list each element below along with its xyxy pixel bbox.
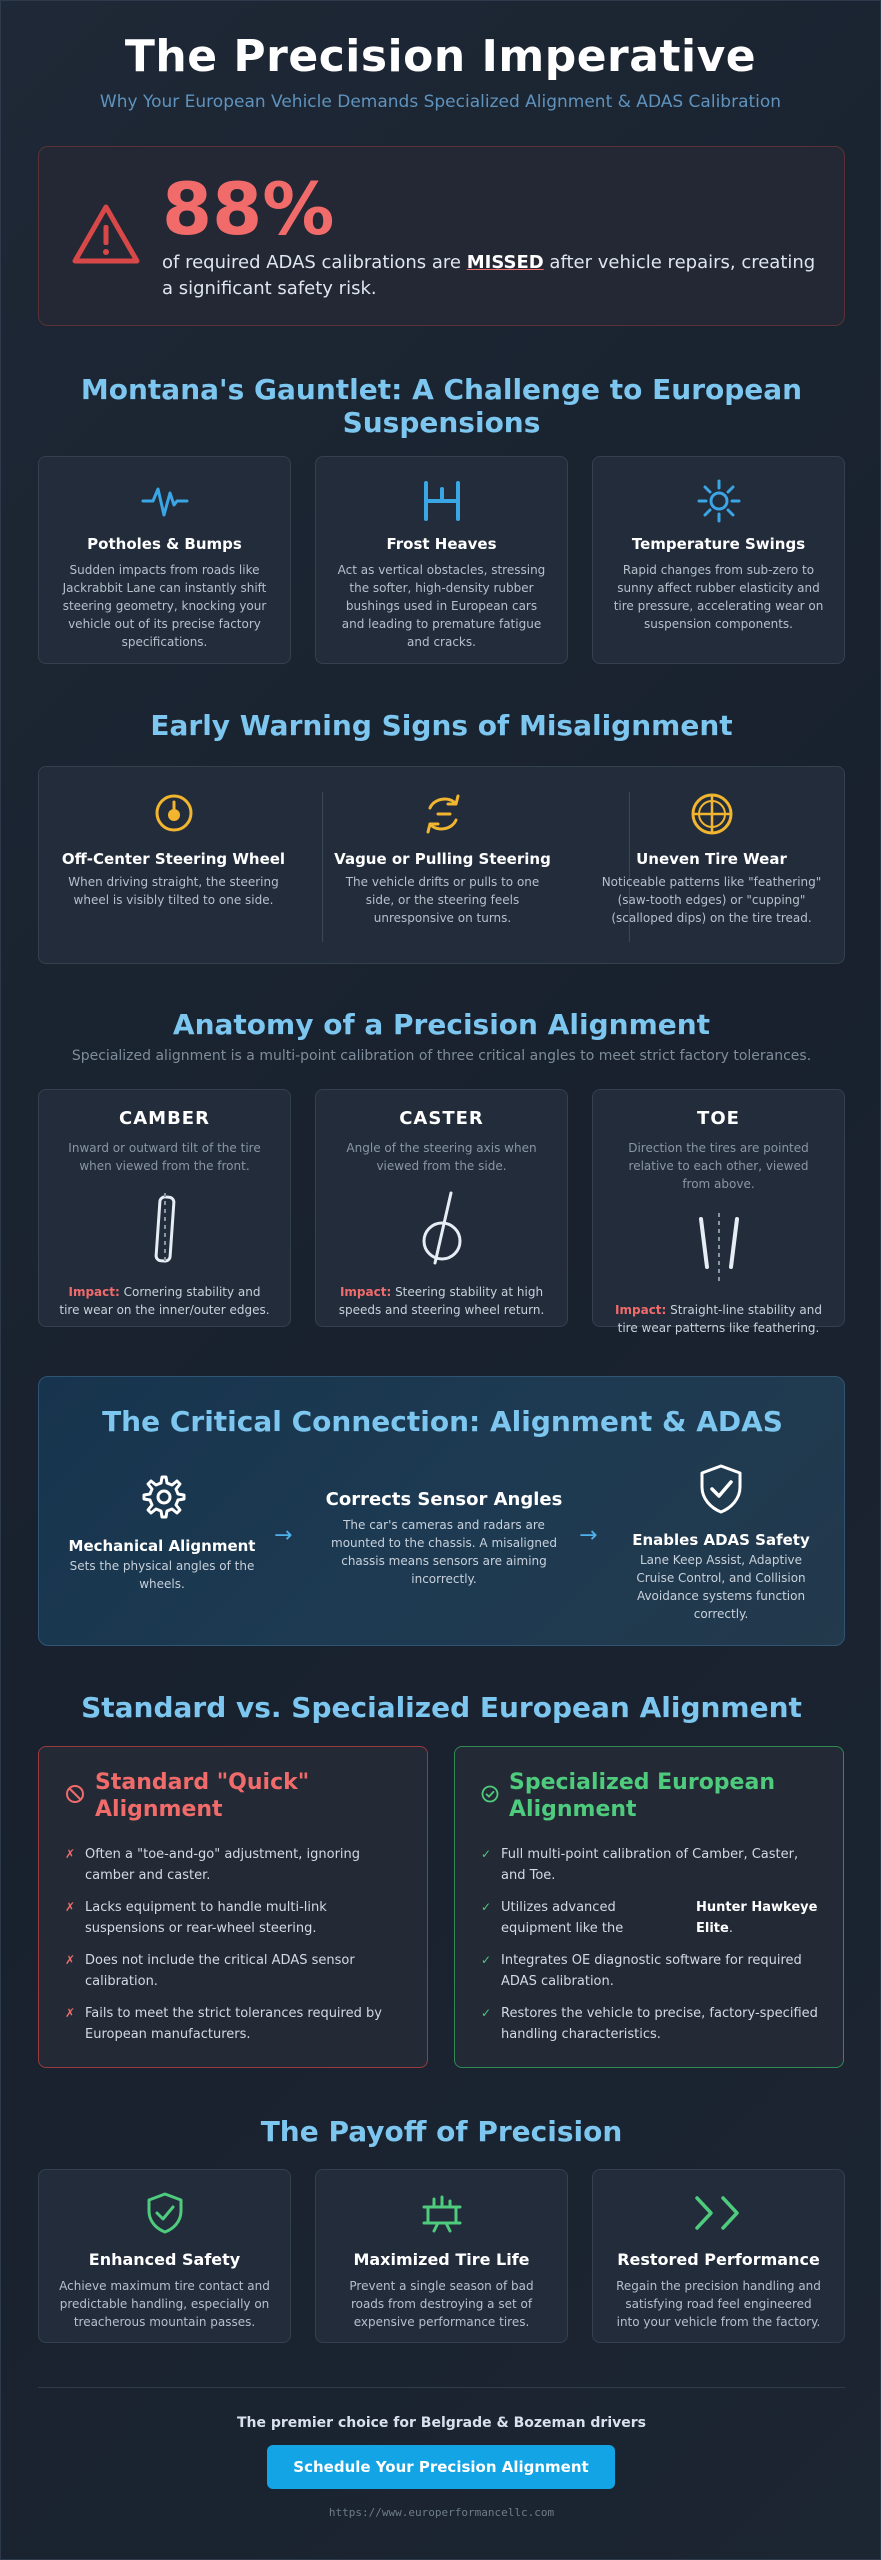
payoff-card-title: Enhanced Safety	[88, 2250, 241, 2269]
comparison-title: Standard vs. Specialized European Alignment	[81, 1691, 802, 1724]
x-mark-icon: ✗	[65, 2006, 76, 2020]
stat-description	[162, 250, 822, 302]
adas-step	[621, 1463, 821, 1623]
impact-text: Cornering stability and tire wear on the inner/outer edges.	[59, 1285, 270, 1317]
chevrons-right-icon	[593, 2190, 844, 2236]
anatomy-card-text: Inward or outward tilt of the tire when viewed from the front.	[68, 1141, 261, 1173]
caster-diagram-icon	[316, 1187, 567, 1271]
warning-item-text: When driving straight, the steering wheel is visibly tilted to one side.	[68, 875, 279, 907]
gauntlet-card	[315, 456, 568, 664]
stat-text-after: after vehicle repairs, creating a significant safety risk.	[162, 252, 816, 299]
anatomy-card-title: TOE	[697, 1108, 740, 1129]
list-item: ✗ Lacks equipment to handle multi-link suspensions or rear-wheel steering.	[65, 1897, 410, 1939]
list-item: ✓ Restores the vehicle to precise, factory-specified handling characteristics.	[481, 2003, 826, 2045]
anatomy-subtitle: Specialized alignment is a multi-point calibration of three critical angles to meet strict factory tolerances.	[71, 1048, 812, 1064]
payoff-card-text: Achieve maximum tire contact and predictable handling, especially on treacherous mountain passes.	[59, 2279, 270, 2329]
payoff-card-title: Maximized Tire Life	[353, 2250, 530, 2269]
list-item: ✓ Integrates OE diagnostic software for required ADAS calibration.	[481, 1950, 826, 1992]
shield-check-icon	[697, 1463, 745, 1515]
payoff-title: The Payoff of Precision	[260, 2115, 623, 2148]
warnings-panel	[38, 766, 845, 964]
list-item: ✓ Full multi-point calibration of Camber, Caster, and Toe.	[481, 1844, 826, 1886]
pulse-icon	[39, 477, 290, 525]
list-item: ✗ Often a "toe-and-go" adjustment, ignoring camber and caster.	[65, 1844, 410, 1886]
adas-step-text: Sets the physical angles of the wheels.	[69, 1559, 255, 1591]
specialized-title: Specialized European Alignment	[509, 1770, 775, 1822]
website-url[interactable]: https://www.europerformancellc.com	[328, 2506, 555, 2519]
specialized-header	[481, 1769, 789, 1823]
pulling-arrows-icon	[308, 792, 577, 836]
road-icon	[316, 2190, 567, 2236]
payoff-card-text: Prevent a single season of bad roads from destroying a set of expensive performance tires.	[349, 2279, 534, 2329]
x-mark-icon: ✗	[65, 1847, 76, 1861]
anatomy-card-title: CAMBER	[119, 1108, 210, 1129]
arrow-right-icon: →	[274, 1523, 293, 1548]
adas-panel	[38, 1376, 845, 1646]
warning-item	[577, 767, 846, 965]
page-title: The Precision Imperative	[124, 31, 757, 82]
warning-item-title: Uneven Tire Wear	[636, 850, 787, 868]
sun-snow-icon	[593, 477, 844, 525]
check-mark-icon: ✓	[481, 1900, 492, 1914]
gauntlet-card-text: Sudden impacts from roads like Jackrabbit Lane can instantly shift steering geometry, knocking your vehicle out of its precise factory specifications.	[62, 563, 267, 649]
check-mark-icon: ✓	[481, 1953, 492, 1967]
impact-text: Steering stability at high speeds and steering wheel return.	[338, 1285, 545, 1317]
impact-label: Impact:	[615, 1303, 667, 1317]
gauntlet-card	[38, 456, 291, 664]
adas-title: The Critical Connection: Alignment & ADAS	[102, 1405, 783, 1438]
warnings-title: Early Warning Signs of Misalignment	[150, 709, 733, 742]
list-item: ✗ Does not include the critical ADAS sensor calibration.	[65, 1950, 410, 1992]
stat-emphasis: MISSED	[466, 252, 544, 273]
warning-triangle-icon	[71, 201, 141, 267]
stat-card	[38, 146, 845, 326]
steering-wheel-icon	[39, 792, 308, 836]
gauntlet-card-text: Rapid changes from sub-zero to sunny affect rubber elasticity and tire pressure, accelerating wear on suspension components.	[613, 563, 824, 631]
check-mark-icon: ✓	[481, 1847, 492, 1861]
equipment-name: Hunter Hawkeye Elite	[696, 1900, 818, 1936]
gauntlet-card	[592, 456, 845, 664]
shield-check-icon	[39, 2190, 290, 2236]
adas-step-title: Corrects Sensor Angles	[325, 1489, 563, 1510]
list-item: ✗ Fails to meet the strict tolerances required by European manufacturers.	[65, 2003, 410, 2045]
warning-item	[39, 767, 308, 965]
warning-item	[308, 767, 577, 965]
payoff-card-title: Restored Performance	[617, 2250, 820, 2269]
specialized-alignment-card	[454, 1746, 844, 2068]
footer-divider	[38, 2387, 845, 2388]
anatomy-card-impact	[334, 1283, 549, 1319]
standard-header	[65, 1769, 345, 1823]
stat-value: 88%	[162, 167, 335, 251]
warning-item-text: Noticeable patterns like "feathering" (saw-tooth edges) or "cupping" (scalloped dips) on the tire tread.	[601, 875, 822, 925]
adas-step-text: The car's cameras and radars are mounted to the chassis. A misaligned chassis means sensors are aiming incorrectly.	[331, 1518, 557, 1586]
adas-step	[67, 1473, 257, 1593]
schedule-alignment-button[interactable]: Schedule Your Precision Alignment	[267, 2445, 615, 2489]
stat-text-before: of required ADAS calibrations are	[162, 252, 467, 273]
page-subtitle: Why Your European Vehicle Demands Specialized Alignment & ADAS Calibration	[99, 92, 782, 112]
payoff-card-text: Regain the precision handling and satisfying road feel engineered into your vehicle from the factory.	[616, 2279, 821, 2329]
list-item: ✓ Utilizes advanced equipment like the Hunter Hawkeye Elite.	[481, 1897, 826, 1939]
check-circle-icon	[481, 1785, 499, 1803]
adas-step	[319, 1489, 569, 1588]
gauntlet-card-title: Potholes & Bumps	[87, 535, 242, 553]
specialized-list	[481, 1844, 826, 2056]
anatomy-card-text: Angle of the steering axis when viewed from the side.	[346, 1141, 537, 1173]
footer-tagline: The premier choice for Belgrade & Bozeman drivers	[236, 2415, 646, 2431]
frost-heave-icon	[316, 477, 567, 525]
toe-diagram-icon	[593, 1205, 844, 1289]
x-mark-icon: ✗	[65, 1953, 76, 1967]
warning-item-title: Off-Center Steering Wheel	[61, 850, 286, 868]
arrow-right-icon: →	[579, 1523, 598, 1548]
anatomy-card-toe	[592, 1089, 845, 1335]
anatomy-card-impact	[611, 1301, 826, 1337]
gauntlet-card-text: Act as vertical obstacles, stressing the softer, high-density rubber bushings used in European cars and leading to premature fatigue and cracks.	[337, 563, 546, 649]
tire-icon	[577, 792, 846, 836]
adas-step-title: Enables ADAS Safety	[632, 1531, 810, 1549]
impact-label: Impact:	[68, 1285, 120, 1299]
anatomy-card-caster	[315, 1089, 568, 1327]
warning-item-title: Vague or Pulling Steering	[334, 850, 551, 868]
adas-step-title: Mechanical Alignment	[68, 1537, 256, 1555]
anatomy-card-impact	[57, 1283, 272, 1319]
camber-diagram-icon	[39, 1187, 290, 1271]
payoff-card	[592, 2169, 845, 2343]
adas-step-text: Lane Keep Assist, Adaptive Cruise Control, and Collision Avoidance systems function correctly.	[636, 1553, 806, 1621]
impact-label: Impact:	[339, 1285, 392, 1299]
standard-list	[65, 1844, 410, 2056]
anatomy-title: Anatomy of a Precision Alignment	[172, 1008, 711, 1041]
warning-item-text: The vehicle drifts or pulls to one side, or the steering feels unresponsive on turns.	[345, 875, 540, 925]
payoff-card	[315, 2169, 568, 2343]
standard-title: Standard "Quick" Alignment	[95, 1770, 310, 1822]
gauntlet-card-title: Frost Heaves	[386, 535, 497, 553]
standard-alignment-card	[38, 1746, 428, 2068]
hero	[1, 1, 880, 112]
anatomy-card-camber	[38, 1089, 291, 1327]
payoff-card	[38, 2169, 291, 2343]
gear-cog-icon	[138, 1473, 186, 1523]
gauntlet-card-title: Temperature Swings	[631, 535, 806, 553]
impact-text: Straight-line stability and tire wear patterns like feathering.	[617, 1303, 822, 1335]
x-mark-icon: ✗	[65, 1900, 76, 1914]
anatomy-card-text: Direction the tires are pointed relative to each other, viewed from above.	[628, 1141, 809, 1191]
gauntlet-title: Montana's Gauntlet: A Challenge to European Suspensions	[80, 373, 803, 439]
anatomy-card-title: CASTER	[399, 1108, 484, 1129]
check-mark-icon: ✓	[481, 2006, 492, 2020]
ban-icon	[65, 1784, 85, 1804]
